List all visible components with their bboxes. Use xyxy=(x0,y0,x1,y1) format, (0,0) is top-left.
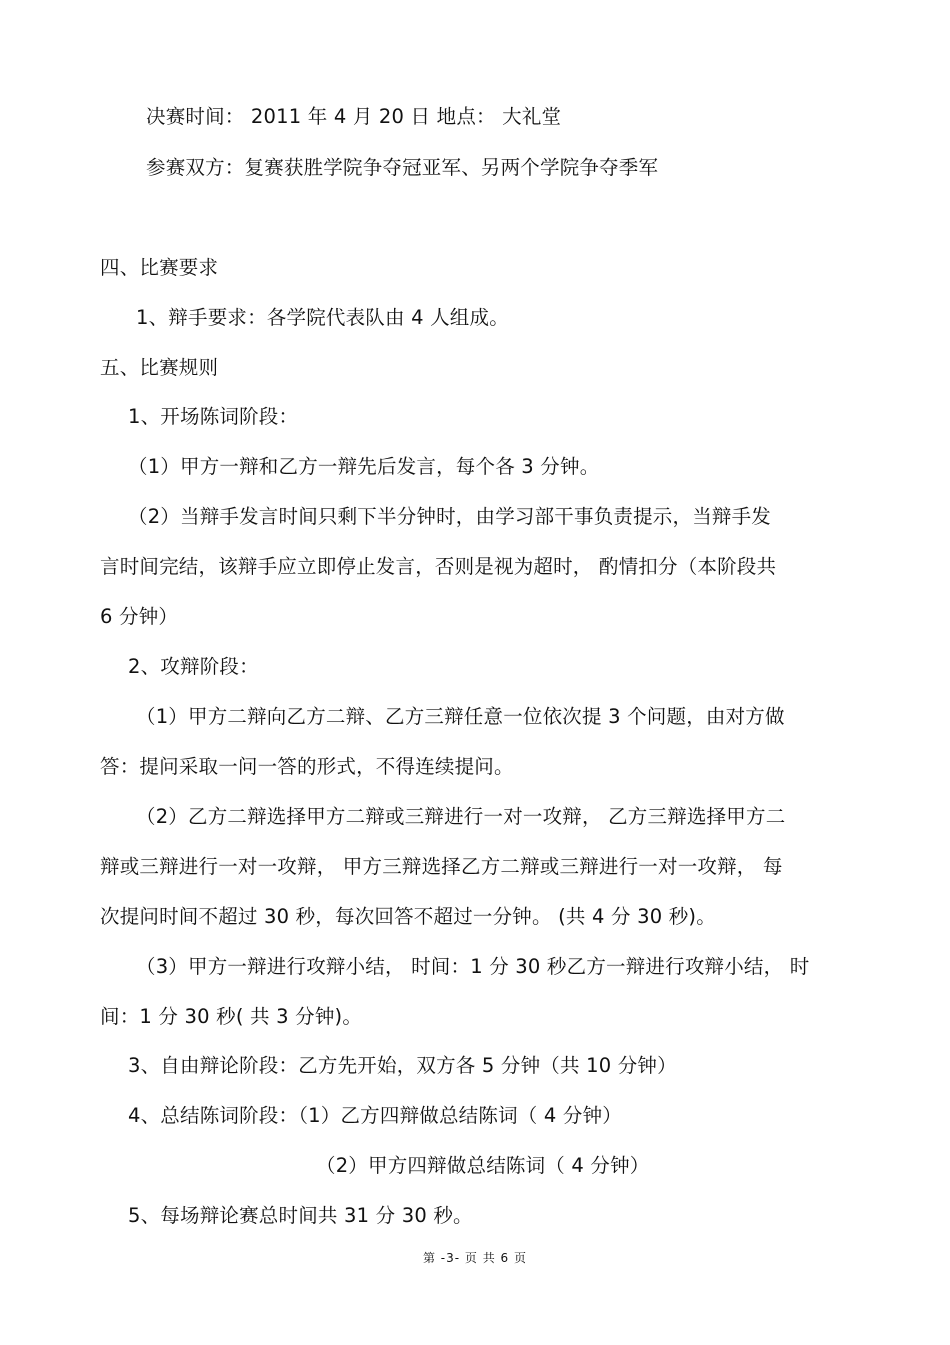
participants-line: 参赛双方：复赛获胜学院争夺冠亚军、另两个学院争夺季军 xyxy=(146,156,659,179)
final-time-line: 决赛时间： 2011 年 4 月 20 日 地点： 大礼堂 xyxy=(146,105,562,128)
opening-rule-1: （1）甲方一辩和乙方一辩先后发言，每个各 3 分钟。 xyxy=(128,455,600,478)
opening-rule-2-part2: 言时间完结，该辩手应立即停止发言，否则是视为超时， 酌情扣分（本阶段共 xyxy=(100,555,777,578)
closing-stage-line-2: （2）甲方四辩做总结陈词（ 4 分钟） xyxy=(316,1154,650,1177)
debater-requirement-line: 1、辩手要求：各学院代表队由 4 人组成。 xyxy=(136,306,509,329)
opening-rule-2-part1: （2）当辩手发言时间只剩下半分钟时，由学习部干事负责提示，当辩手发 xyxy=(128,505,772,528)
closing-stage-line-1: 4、总结陈词阶段：（1）乙方四辩做总结陈词（ 4 分钟） xyxy=(128,1104,622,1127)
cross-exam-stage-heading: 2、攻辩阶段： xyxy=(128,655,259,678)
section-heading-rules: 五、比赛规则 xyxy=(100,356,219,379)
page-footer: 第 -3- 页 共 6 页 xyxy=(422,1251,527,1265)
total-time-line: 5、每场辩论赛总时间共 31 分 30 秒。 xyxy=(128,1204,473,1227)
cross-exam-rule-1-part1: （1）甲方二辩向乙方二辩、乙方三辩任意一位依次提 3 个问题，由对方做 xyxy=(136,705,785,728)
free-debate-line: 3、自由辩论阶段：乙方先开始，双方各 5 分钟（共 10 分钟） xyxy=(128,1054,677,1077)
cross-exam-rule-3-part2: 间：1 分 30 秒( 共 3 分钟)。 xyxy=(100,1005,363,1028)
cross-exam-rule-2-part3: 次提问时间不超过 30 秒，每次回答不超过一分钟。 (共 4 分 30 秒)。 xyxy=(100,905,716,928)
opening-stage-heading: 1、开场陈词阶段： xyxy=(128,405,299,428)
section-heading-requirements: 四、比赛要求 xyxy=(100,256,219,279)
cross-exam-rule-3-part1: （3）甲方一辩进行攻辩小结， 时间：1 分 30 秒乙方一辩进行攻辩小结， 时 xyxy=(136,955,810,978)
opening-rule-2-part3: 6 分钟） xyxy=(100,605,179,628)
cross-exam-rule-2-part2: 辩或三辩进行一对一攻辩， 甲方三辩选择乙方二辩或三辩进行一对一攻辩， 每 xyxy=(100,855,783,878)
cross-exam-rule-2-part1: （2）乙方二辩选择甲方二辩或三辩进行一对一攻辩， 乙方三辩选择甲方二 xyxy=(136,805,786,828)
cross-exam-rule-1-part2: 答：提问采取一问一答的形式，不得连续提问。 xyxy=(100,755,514,778)
